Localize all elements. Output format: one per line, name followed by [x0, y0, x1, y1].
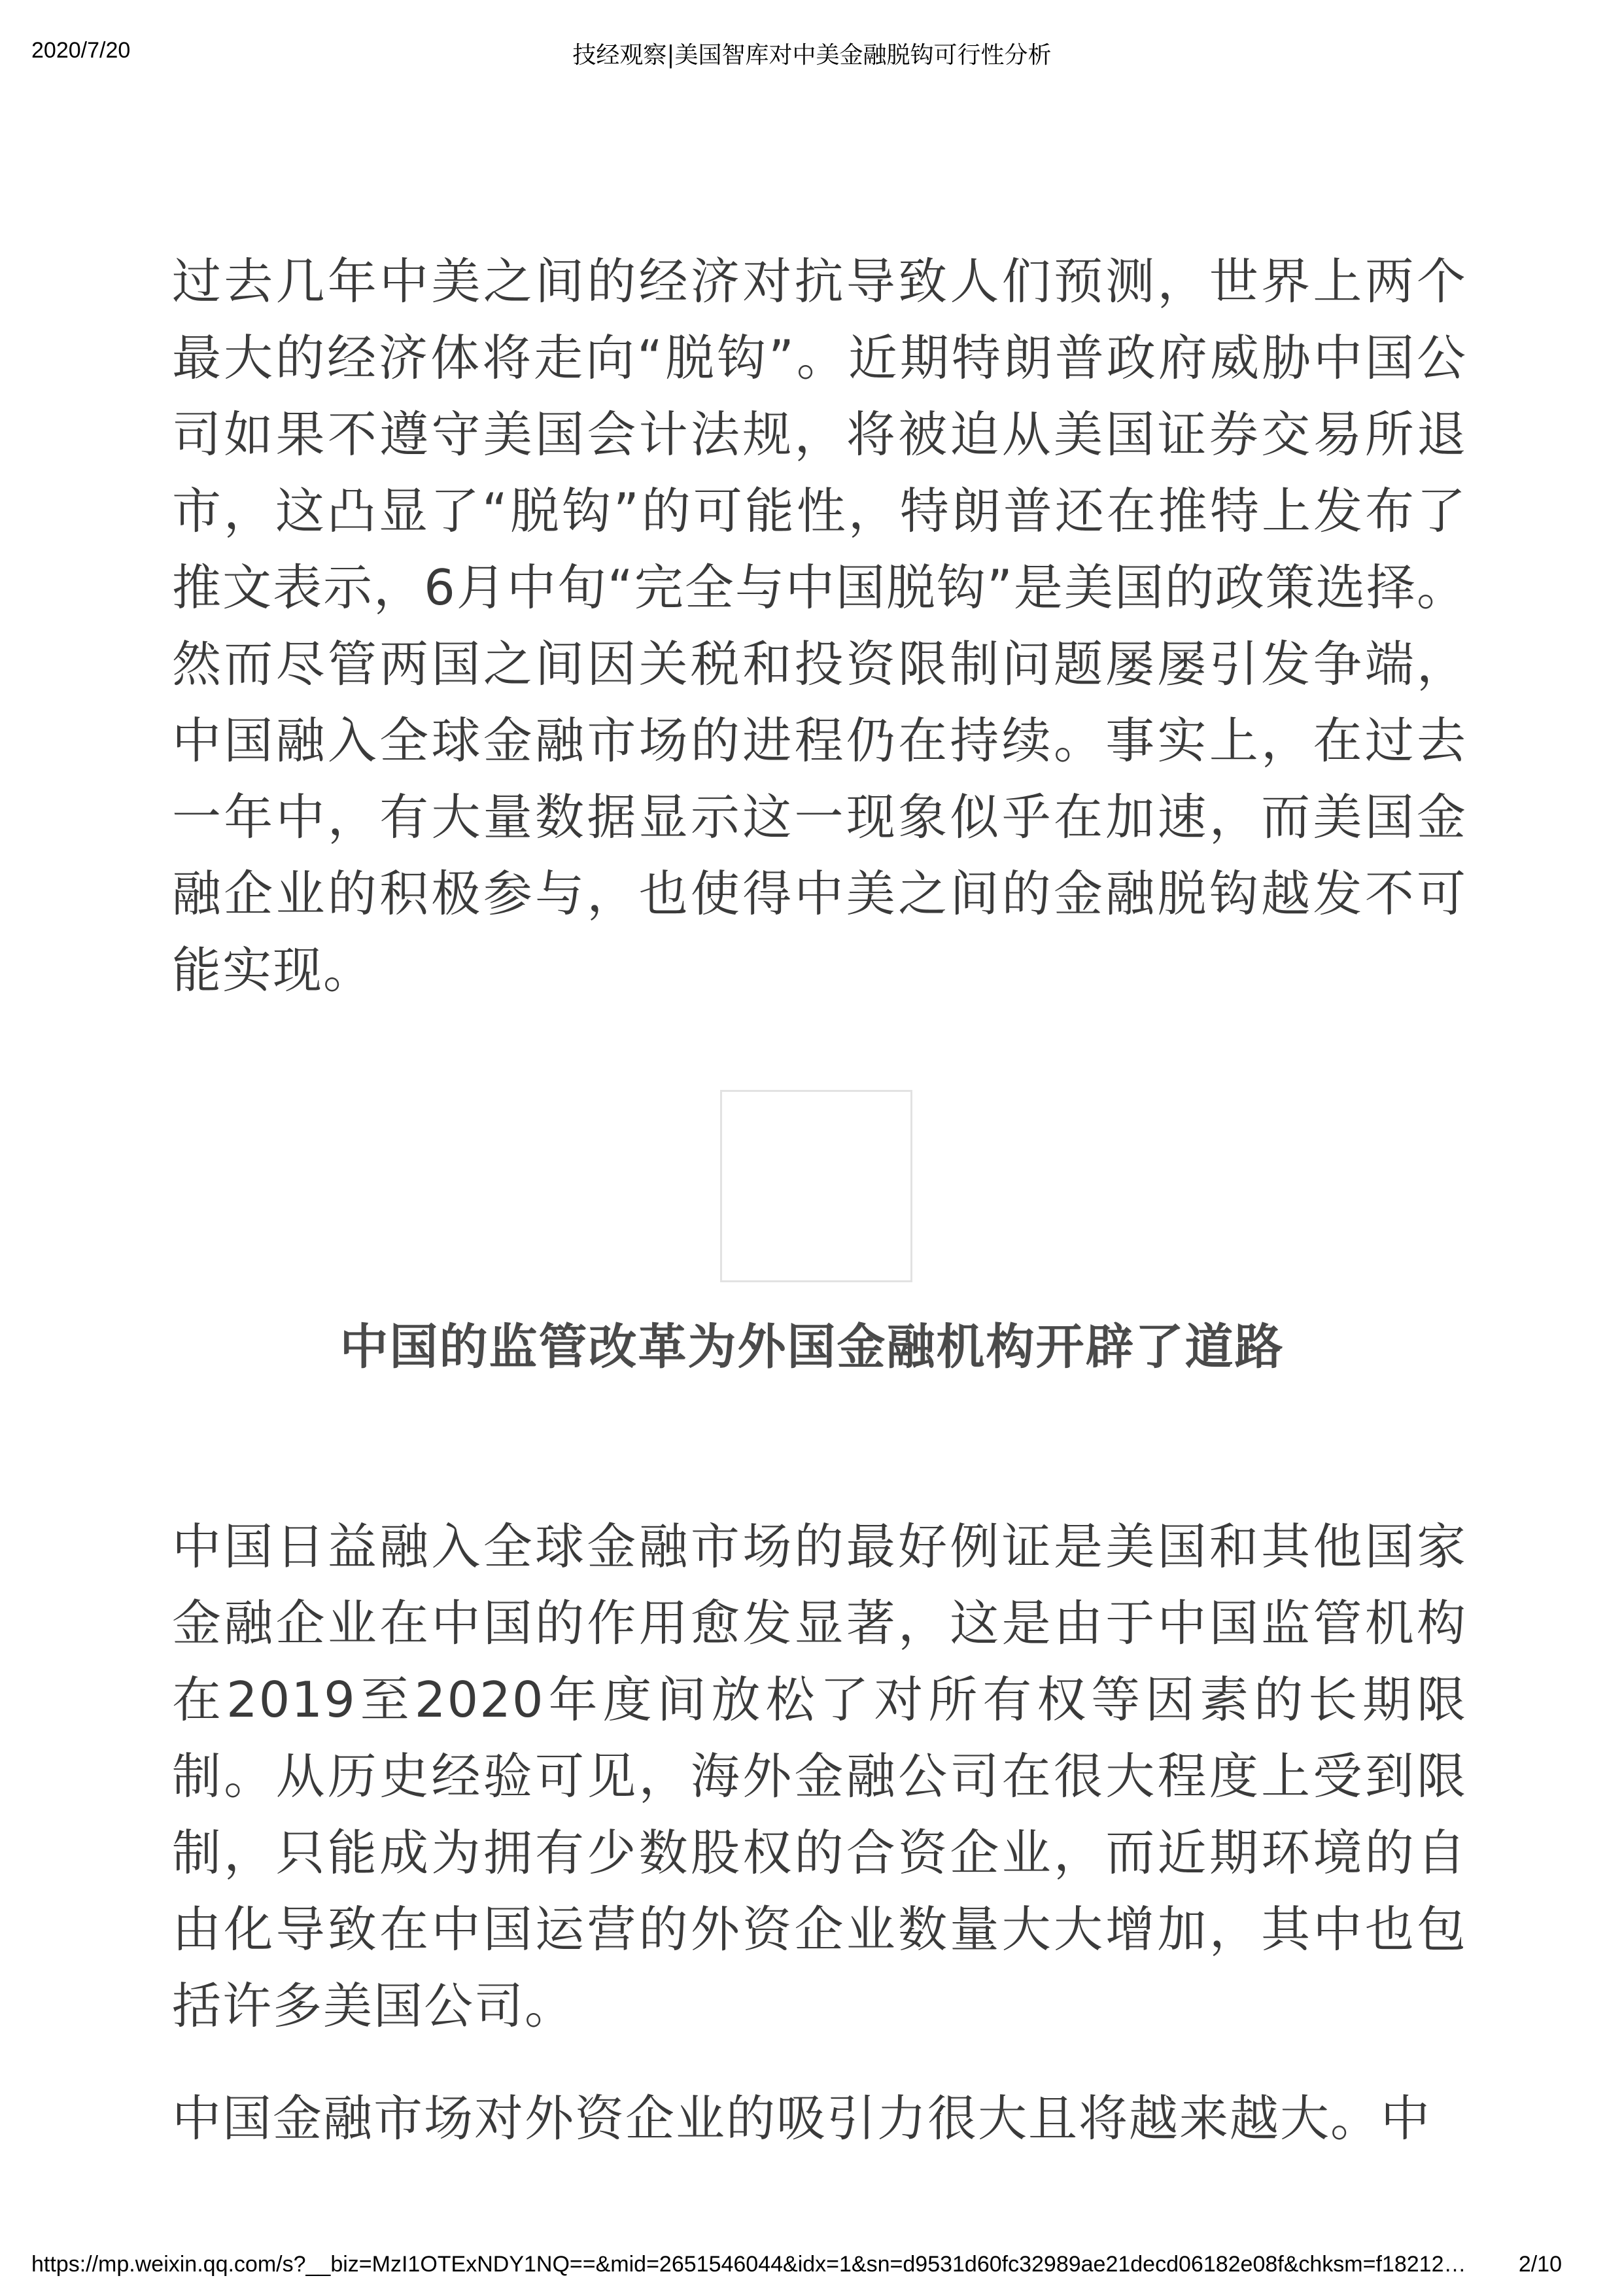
print-header-title: 技经观察|美国智库对中美金融脱钩可行性分析: [572, 42, 1052, 69]
print-header-date: 2020/7/20: [31, 38, 131, 63]
print-footer-page-number: 2/10: [1518, 2252, 1562, 2277]
section-heading: 中国的监管改革为外国金融机构开辟了道路: [339, 1319, 1285, 1375]
article-paragraph-2: 中国日益融入全球金融市场的最好例证是美国和其他国家金融企业在中国的作用愈发显著，这是由于中国监管机构在2019至2020年度间放松了对所有权等因素的长期限制。从历史经验可见，海外金融公司在很大程度上受到限制，只能成为拥有少数股权的合资企业，而近期环境的自由化导致在中国运营的外资企业数量大大增加，其中也包括许多美国公司。: [172, 1518, 1467, 2035]
image-placeholder: [720, 1090, 912, 1282]
article-paragraph-3: 中国金融市场对外资企业的吸引力很大且将越来越大。中: [172, 2090, 1432, 2147]
article-paragraph-1: 过去几年中美之间的经济对抗导致人们预测，世界上两个最大的经济体将走向“脱钩”。近期特朗普政府威胁中国公司如果不遵守美国会计法规，将被迫从美国证券交易所退市，这凸显了“脱钩”的可能性，特朗普还在推特上发布了推文表示，6月中旬“完全与中国脱钩”是美国的政策选择。然而尽管两国之间因关税和投资限制问题屡屡引发争端，中国融入全球金融市场的进程仍在持续。事实上，在过去一年中，有大量数据显示这一现象似乎在加速，而美国金融企业的积极参与，也使得中美之间的金融脱钩越发不可能实现。: [172, 253, 1467, 999]
print-footer-url: https://mp.weixin.qq.com/s?__biz=MzI1OTExNDY1NQ==&mid=2651546044&idx=1&sn=d9531d60fc32989ae21decd06182e08f&chksm=f18212…: [31, 2252, 1466, 2277]
